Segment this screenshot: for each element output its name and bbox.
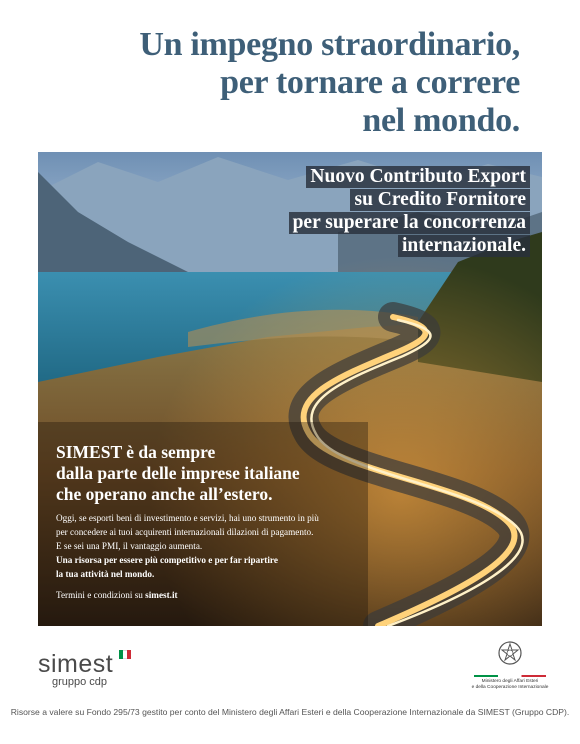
terms-link[interactable]: simest.it (145, 590, 178, 600)
ministry-line: e della Cooperazione Internazionale (471, 685, 549, 690)
offer-title-line: per superare la concorrenza (289, 212, 530, 234)
headline-line: nel mondo. (362, 102, 520, 139)
logo-group: gruppo cdp (52, 676, 108, 688)
italian-flag-icon (119, 650, 131, 659)
emblem-icon (497, 640, 523, 666)
ministry-logo (470, 640, 550, 691)
lead-line: che operano anche all’estero. (56, 484, 273, 504)
hero-photo (38, 152, 542, 626)
lead-text (56, 442, 496, 505)
offer-title-line: su Credito Fornitore (350, 189, 530, 211)
lead-line: SIMEST è da sempre (56, 442, 216, 462)
ministry-stripe (474, 675, 546, 677)
body-strong-line: la tua attività nel mondo. (56, 569, 155, 579)
ministry-name (470, 679, 550, 691)
headline-line: Un impegno straordinario, (139, 26, 520, 63)
ministry-line: Ministero degli Affari Esteri (481, 679, 539, 684)
offer-title-line: internazionale. (398, 235, 530, 257)
body-copy (56, 442, 496, 581)
headline (40, 26, 520, 140)
body-line: E se sei una PMI, il vantaggio aumenta. (56, 541, 203, 551)
offer-title (289, 166, 530, 258)
body-text (56, 511, 496, 581)
terms-note (56, 590, 178, 600)
lead-line: dalla parte delle imprese italiane (56, 463, 300, 483)
offer-title-line: Nuovo Contributo Export (306, 166, 530, 188)
simest-logo (38, 650, 113, 688)
headline-line: per tornare a correre (220, 64, 520, 101)
logo-wordmark: simest (38, 650, 114, 678)
footer-disclaimer: Risorse a valere su Fondo 295/73 gestito per conto del Ministero degli Affari Esteri e della Cooperazione Internazionale da SIMEST (Gruppo CDP). (10, 707, 570, 717)
terms-prefix: Termini e condizioni su (56, 590, 146, 600)
body-line: per concedere ai tuoi acquirenti internazionali dilazioni di pagamento. (56, 527, 314, 537)
body-line: Oggi, se esporti beni di investimento e servizi, hai uno strumento in più (56, 513, 319, 523)
body-strong-line: Una risorsa per essere più competitivo e per far ripartire (56, 555, 278, 565)
